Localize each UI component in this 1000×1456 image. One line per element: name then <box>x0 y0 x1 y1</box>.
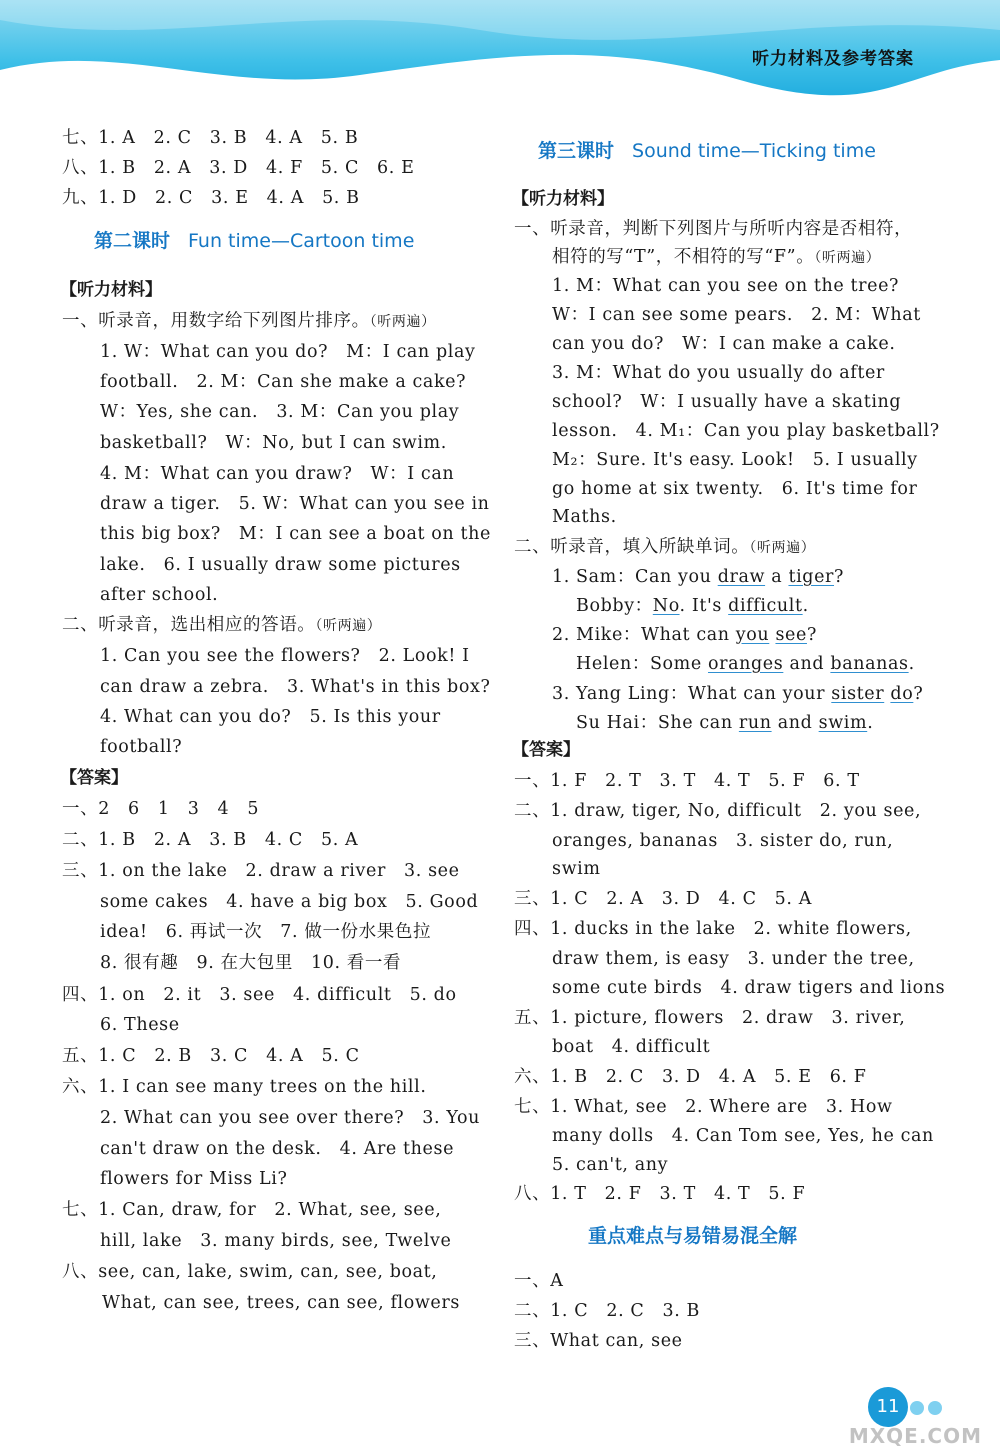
transcript-line: 4. What can you do? 5. Is this your <box>100 707 441 727</box>
answer-line: 6. These <box>100 1015 180 1035</box>
answer-line: 七、1. A 2. C 3. B 4. A 5. B <box>62 128 359 148</box>
transcript-line: lesson. 4. M₁：Can you play basketball? <box>552 421 940 441</box>
answer-line: hill, lake 3. many birds, see, Twelve <box>100 1231 452 1251</box>
transcript-line: draw a tiger. 5. W：What can you see in <box>100 494 490 514</box>
transcript-line: Maths. <box>552 507 617 527</box>
answer-line: 八、1. B 2. A 3. D 4. F 5. C 6. E <box>62 158 415 178</box>
transcript-line: W：I can see some pears. 2. M：What <box>552 305 921 325</box>
answer-line: 四、1. on 2. it 3. see 4. difficult 5. do <box>62 985 457 1005</box>
fill-line: 1. Sam：Can you draw a tiger? <box>552 567 844 587</box>
answer-line: some cute birds 4. draw tigers and lions <box>552 978 946 998</box>
answer-line: 二、1. draw, tiger, No, difficult 2. you see, <box>514 801 922 821</box>
transcript-line: this big box? M：I can see a boat on the <box>100 524 491 544</box>
transcript-line: can you do? W：I can make a cake. <box>552 334 896 354</box>
answer-line: 一、A <box>514 1271 564 1291</box>
answer-line: idea! 6. 再试一次 7. 做一份水果色拉 <box>100 922 432 942</box>
answer-line: 三、What can, see <box>514 1331 683 1351</box>
answer-line: 一、2 6 1 3 4 5 <box>62 799 260 819</box>
answer-line: 三、1. C 2. A 3. D 4. C 5. A <box>514 889 812 909</box>
header-banner <box>0 0 1000 110</box>
section-title-cn: 第二课时 <box>94 230 171 252</box>
transcript-line: after school. <box>100 585 219 605</box>
fill-line: Helen：Some oranges and bananas. <box>576 654 915 674</box>
listening-heading: 【听力材料】 <box>60 280 162 300</box>
answer-line: 三、1. on the lake 2. draw a river 3. see <box>62 861 460 881</box>
answer-line: What, can see, trees, can see, flowers <box>102 1293 460 1313</box>
section-title-en: Sound time—Ticking time <box>632 140 876 162</box>
answer-heading: 【答案】 <box>512 740 580 760</box>
page-dots-decoration <box>910 1400 960 1414</box>
transcript-line: football. 2. M：Can she make a cake? <box>100 372 467 392</box>
answer-line: draw them, is easy 3. under the tree, <box>552 949 915 969</box>
fill-line: Bobby：No. It's difficult. <box>576 596 809 616</box>
answer-line: 六、1. B 2. C 3. D 4. A 5. E 6. F <box>514 1067 867 1087</box>
question-title: 相符的写“T”，不相符的写“F”。（听两遍） <box>552 247 881 267</box>
transcript-line: football? <box>100 737 183 757</box>
answer-line: 5. can't, any <box>552 1155 669 1175</box>
answer-line: 八、1. T 2. F 3. T 4. T 5. F <box>514 1184 806 1204</box>
answer-line: 一、1. F 2. T 3. T 4. T 5. F 6. T <box>514 771 860 791</box>
transcript-line: 1. M：What can you see on the tree? <box>552 276 900 296</box>
question-title: 一、听录音，判断下列图片与所听内容是否相符， <box>514 219 913 239</box>
transcript-line: school? W：I usually have a skating <box>552 392 902 412</box>
transcript-line: 1. W：What can you do? M：I can play <box>100 342 476 362</box>
answer-line: oranges, bananas 3. sister do, run, <box>552 831 894 851</box>
answer-line: some cakes 4. have a big box 5. Good <box>100 892 479 912</box>
page-number: 11 <box>868 1387 908 1427</box>
transcript-line: basketball? W：No, but I can swim. <box>100 433 447 453</box>
answer-line: can't draw on the desk. 4. Are these <box>100 1139 455 1159</box>
watermark: MXQE.COM <box>848 1424 982 1448</box>
transcript-line: 4. M：What can you draw? W：I can <box>100 464 455 484</box>
header-title: 听力材料及参考答案 <box>752 49 914 69</box>
section-title-key-points: 重点难点与易错易混全解 <box>588 1225 798 1247</box>
listening-heading: 【听力材料】 <box>512 189 614 209</box>
fill-line: Su Hai：She can run and swim. <box>576 713 874 733</box>
answer-line: swim <box>552 859 601 879</box>
transcript-line: 3. M：What do you usually do after <box>552 363 885 383</box>
question-title: 二、听录音，填入所缺单词。（听两遍） <box>514 537 816 557</box>
answer-line: 二、1. B 2. A 3. B 4. C 5. A <box>62 830 359 850</box>
transcript-line: M₂：Sure. It's easy. Look! 5. I usually <box>552 450 918 470</box>
answer-line: 六、1. I can see many trees on the hill. <box>62 1077 427 1097</box>
section-title-lesson2 <box>94 228 414 254</box>
transcript-line: 1. Can you see the flowers? 2. Look! I <box>100 646 470 666</box>
answer-line: 五、1. picture, flowers 2. draw 3. river, <box>514 1008 906 1028</box>
transcript-line: lake. 6. I usually draw some pictures <box>100 555 461 575</box>
answer-line: 九、1. D 2. C 3. E 4. A 5. B <box>62 188 360 208</box>
answer-line: 四、1. ducks in the lake 2. white flowers, <box>514 919 912 939</box>
question-title: 一、听录音，用数字给下列图片排序。（听两遍） <box>62 311 436 331</box>
transcript-line: can draw a zebra. 3. What's in this box? <box>100 677 491 697</box>
answer-line: 二、1. C 2. C 3. B <box>514 1301 701 1321</box>
answer-line: 五、1. C 2. B 3. C 4. A 5. C <box>62 1046 360 1066</box>
question-title: 二、听录音，选出相应的答语。（听两遍） <box>62 615 382 635</box>
answer-line: 8. 很有趣 9. 在大包里 10. 看一看 <box>100 953 402 973</box>
answer-line: flowers for Miss Li? <box>100 1169 288 1189</box>
transcript-line: W：Yes, she can. 3. M：Can you play <box>100 402 460 422</box>
answer-heading: 【答案】 <box>60 768 128 788</box>
answer-line: 七、1. Can, draw, for 2. What, see, see, <box>62 1200 442 1220</box>
fill-line: 3. Yang Ling：What can your sister do? <box>552 684 924 704</box>
answer-line: boat 4. difficult <box>552 1037 711 1057</box>
section-title-en: Fun time—Cartoon time <box>188 230 415 252</box>
section-title-cn: 第三课时 <box>538 140 615 162</box>
section-title-lesson3 <box>538 138 876 164</box>
answer-line: many dolls 4. Can Tom see, Yes, he can <box>552 1126 934 1146</box>
transcript-line: go home at six twenty. 6. It's time for <box>552 479 918 499</box>
answer-line: 七、1. What, see 2. Where are 3. How <box>514 1097 893 1117</box>
answer-line: 2. What can you see over there? 3. You <box>100 1108 480 1128</box>
answer-line: 八、see, can, lake, swim, can, see, boat, <box>62 1262 438 1282</box>
fill-line: 2. Mike：What can you see? <box>552 625 817 645</box>
